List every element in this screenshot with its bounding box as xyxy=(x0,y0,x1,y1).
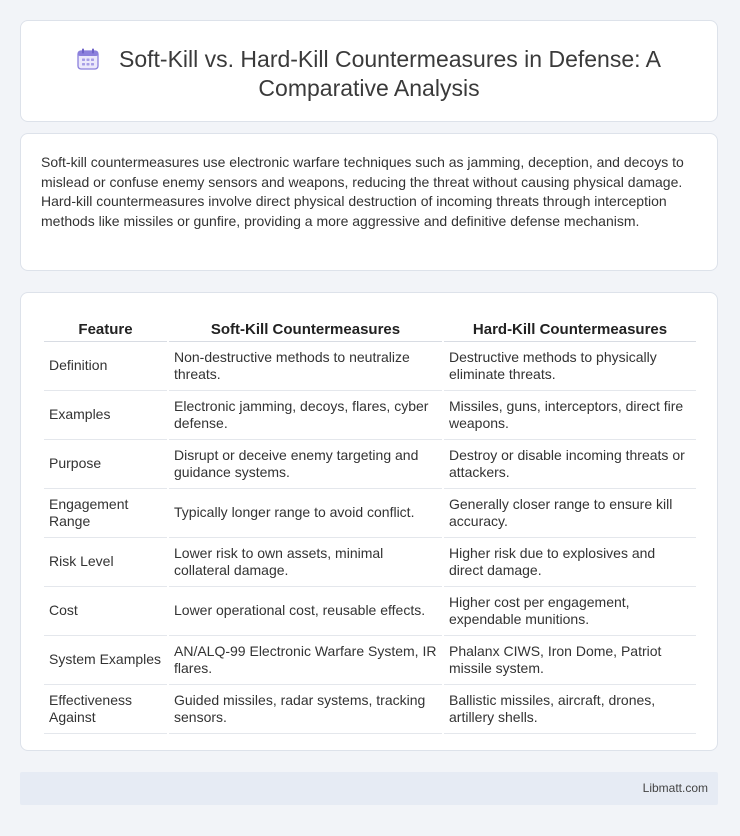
table-row xyxy=(44,342,696,391)
table-header-row xyxy=(44,315,696,342)
table-row xyxy=(44,636,696,685)
soft-kill-cell: AN/ALQ-99 Electronic Warfare System, IR flares. xyxy=(169,636,442,685)
soft-kill-cell: Typically longer range to avoid conflict. xyxy=(169,489,442,538)
table-row xyxy=(44,489,696,538)
table-row xyxy=(44,587,696,636)
footer-bar xyxy=(20,772,718,805)
feature-cell: Examples xyxy=(44,391,167,440)
hard-kill-cell: Higher risk due to explosives and direct damage. xyxy=(444,538,696,587)
hard-kill-cell: Ballistic missiles, aircraft, drones, artillery shells. xyxy=(444,685,696,734)
comparison-card xyxy=(20,292,718,751)
hard-kill-cell: Phalanx CIWS, Iron Dome, Patriot missile system. xyxy=(444,636,696,685)
hard-kill-cell: Higher cost per engagement, expendable munitions. xyxy=(444,587,696,636)
header-soft-kill: Soft-Kill Countermeasures xyxy=(169,315,442,342)
feature-cell: Engagement Range xyxy=(44,489,167,538)
page-title-text: Soft-Kill vs. Hard-Kill Countermeasures in Defense: A Comparative Analysis xyxy=(119,46,661,101)
soft-kill-cell: Non-destructive methods to neutralize threats. xyxy=(169,342,442,391)
intro-paragraph: Soft-kill countermeasures use electronic warfare techniques such as jamming, deception, and decoys to mislead or confuse enemy sensors and weapons, reducing the threat without causing physical damage. Hard-kill countermeasures involve direct physical destruction of incoming threats through interception methods like missiles or gunfire, providing a more aggressive and definitive defense mechanism. xyxy=(41,154,684,229)
page-title xyxy=(61,45,677,103)
comparison-table xyxy=(42,315,698,734)
hard-kill-cell: Destroy or disable incoming threats or attackers. xyxy=(444,440,696,489)
feature-cell: Definition xyxy=(44,342,167,391)
table-row xyxy=(44,685,696,734)
feature-cell: Effectiveness Against xyxy=(44,685,167,734)
title-card xyxy=(20,20,718,122)
footer-brand-link[interactable]: Libmatt.com xyxy=(642,781,708,795)
calendar-icon xyxy=(77,48,99,70)
hard-kill-cell: Missiles, guns, interceptors, direct fire weapons. xyxy=(444,391,696,440)
soft-kill-cell: Lower risk to own assets, minimal collateral damage. xyxy=(169,538,442,587)
soft-kill-cell: Lower operational cost, reusable effects. xyxy=(169,587,442,636)
header-feature: Feature xyxy=(44,315,167,342)
feature-cell: Risk Level xyxy=(44,538,167,587)
table-row xyxy=(44,391,696,440)
header-hard-kill: Hard-Kill Countermeasures xyxy=(444,315,696,342)
table-row xyxy=(44,440,696,489)
soft-kill-cell: Guided missiles, radar systems, tracking sensors. xyxy=(169,685,442,734)
table-row xyxy=(44,538,696,587)
hard-kill-cell: Destructive methods to physically eliminate threats. xyxy=(444,342,696,391)
soft-kill-cell: Disrupt or deceive enemy targeting and guidance systems. xyxy=(169,440,442,489)
hard-kill-cell: Generally closer range to ensure kill accuracy. xyxy=(444,489,696,538)
soft-kill-cell: Electronic jamming, decoys, flares, cyber defense. xyxy=(169,391,442,440)
intro-card xyxy=(20,133,718,271)
feature-cell: Purpose xyxy=(44,440,167,489)
feature-cell: System Examples xyxy=(44,636,167,685)
feature-cell: Cost xyxy=(44,587,167,636)
